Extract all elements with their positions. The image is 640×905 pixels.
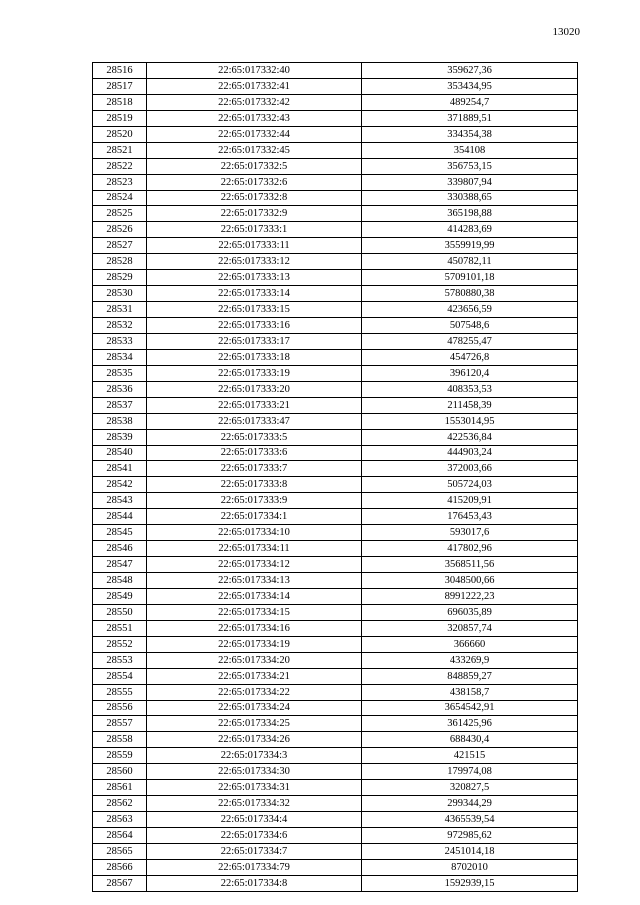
cadastral-number-cell: 22:65:017333:6 bbox=[147, 445, 362, 461]
row-number-cell: 28518 bbox=[93, 94, 147, 110]
row-number-cell: 28552 bbox=[93, 636, 147, 652]
cadastral-value-cell: 3568511,56 bbox=[362, 557, 578, 573]
table-row bbox=[93, 333, 578, 349]
row-number-cell: 28537 bbox=[93, 397, 147, 413]
table-row bbox=[93, 525, 578, 541]
row-number-cell: 28536 bbox=[93, 381, 147, 397]
cadastral-number-cell: 22:65:017334:20 bbox=[147, 652, 362, 668]
table-row bbox=[93, 158, 578, 174]
cadastral-number-cell: 22:65:017332:41 bbox=[147, 78, 362, 94]
row-number-cell: 28519 bbox=[93, 110, 147, 126]
row-number-cell: 28525 bbox=[93, 206, 147, 222]
cadastral-number-cell: 22:65:017334:13 bbox=[147, 573, 362, 589]
row-number-cell: 28534 bbox=[93, 349, 147, 365]
cadastral-value-cell: 365198,88 bbox=[362, 206, 578, 222]
cadastral-number-cell: 22:65:017333:17 bbox=[147, 333, 362, 349]
cadastral-value-cell: 417802,96 bbox=[362, 541, 578, 557]
cadastral-value-cell: 396120,4 bbox=[362, 365, 578, 381]
table-row bbox=[93, 254, 578, 270]
table-row bbox=[93, 509, 578, 525]
table-row bbox=[93, 445, 578, 461]
cadastral-value-cell: 356753,15 bbox=[362, 158, 578, 174]
row-number-cell: 28528 bbox=[93, 254, 147, 270]
cadastral-number-cell: 22:65:017334:24 bbox=[147, 700, 362, 716]
cadastral-number-cell: 22:65:017334:79 bbox=[147, 859, 362, 875]
cadastral-number-cell: 22:65:017332:6 bbox=[147, 174, 362, 190]
row-number-cell: 28524 bbox=[93, 190, 147, 206]
cadastral-number-cell: 22:65:017334:30 bbox=[147, 764, 362, 780]
table-row bbox=[93, 493, 578, 509]
table-row bbox=[93, 461, 578, 477]
row-number-cell: 28526 bbox=[93, 222, 147, 238]
cadastral-number-cell: 22:65:017334:32 bbox=[147, 796, 362, 812]
row-number-cell: 28561 bbox=[93, 780, 147, 796]
row-number-cell: 28556 bbox=[93, 700, 147, 716]
row-number-cell: 28549 bbox=[93, 588, 147, 604]
cadastral-value-cell: 408353,53 bbox=[362, 381, 578, 397]
row-number-cell: 28527 bbox=[93, 238, 147, 254]
row-number-cell: 28565 bbox=[93, 843, 147, 859]
row-number-cell: 28533 bbox=[93, 333, 147, 349]
table-row bbox=[93, 716, 578, 732]
cadastral-value-cell: 366660 bbox=[362, 636, 578, 652]
cadastral-number-cell: 22:65:017332:44 bbox=[147, 126, 362, 142]
cadastral-number-cell: 22:65:017332:9 bbox=[147, 206, 362, 222]
table-row bbox=[93, 764, 578, 780]
cadastral-value-cell: 423656,59 bbox=[362, 302, 578, 318]
cadastral-number-cell: 22:65:017333:7 bbox=[147, 461, 362, 477]
table-row bbox=[93, 684, 578, 700]
table-row bbox=[93, 780, 578, 796]
row-number-cell: 28555 bbox=[93, 684, 147, 700]
cadastral-number-cell: 22:65:017332:8 bbox=[147, 190, 362, 206]
row-number-cell: 28546 bbox=[93, 541, 147, 557]
cadastral-value-cell: 5709101,18 bbox=[362, 270, 578, 286]
row-number-cell: 28566 bbox=[93, 859, 147, 875]
cadastral-number-cell: 22:65:017332:45 bbox=[147, 142, 362, 158]
cadastral-value-cell: 299344,29 bbox=[362, 796, 578, 812]
row-number-cell: 28544 bbox=[93, 509, 147, 525]
cadastral-number-cell: 22:65:017332:42 bbox=[147, 94, 362, 110]
row-number-cell: 28550 bbox=[93, 604, 147, 620]
table-row bbox=[93, 381, 578, 397]
cadastral-value-cell: 3559919,99 bbox=[362, 238, 578, 254]
row-number-cell: 28542 bbox=[93, 477, 147, 493]
cadastral-number-cell: 22:65:017334:10 bbox=[147, 525, 362, 541]
cadastral-value-cell: 593017,6 bbox=[362, 525, 578, 541]
table-row bbox=[93, 636, 578, 652]
cadastral-number-cell: 22:65:017334:16 bbox=[147, 620, 362, 636]
cadastral-number-cell: 22:65:017334:19 bbox=[147, 636, 362, 652]
table-row bbox=[93, 365, 578, 381]
table-row bbox=[93, 142, 578, 158]
cadastral-number-cell: 22:65:017334:12 bbox=[147, 557, 362, 573]
cadastral-number-cell: 22:65:017333:1 bbox=[147, 222, 362, 238]
table-row bbox=[93, 732, 578, 748]
cadastral-value-cell: 4365539,54 bbox=[362, 812, 578, 828]
table-row bbox=[93, 588, 578, 604]
row-number-cell: 28541 bbox=[93, 461, 147, 477]
row-number-cell: 28553 bbox=[93, 652, 147, 668]
cadastral-number-cell: 22:65:017334:22 bbox=[147, 684, 362, 700]
table-row bbox=[93, 318, 578, 334]
cadastral-value-cell: 361425,96 bbox=[362, 716, 578, 732]
table-row bbox=[93, 828, 578, 844]
cadastral-number-cell: 22:65:017334:3 bbox=[147, 748, 362, 764]
row-number-cell: 28540 bbox=[93, 445, 147, 461]
row-number-cell: 28535 bbox=[93, 365, 147, 381]
table-row bbox=[93, 604, 578, 620]
row-number-cell: 28522 bbox=[93, 158, 147, 174]
row-number-cell: 28539 bbox=[93, 429, 147, 445]
row-number-cell: 28548 bbox=[93, 573, 147, 589]
cadastral-value-cell: 433269,9 bbox=[362, 652, 578, 668]
cadastral-value-cell: 372003,66 bbox=[362, 461, 578, 477]
cadastral-value-cell: 414283,69 bbox=[362, 222, 578, 238]
cadastral-number-cell: 22:65:017334:4 bbox=[147, 812, 362, 828]
table-row bbox=[93, 302, 578, 318]
cadastral-number-cell: 22:65:017333:14 bbox=[147, 286, 362, 302]
cadastral-number-cell: 22:65:017334:1 bbox=[147, 509, 362, 525]
cadastral-number-cell: 22:65:017334:14 bbox=[147, 588, 362, 604]
table-row bbox=[93, 700, 578, 716]
row-number-cell: 28558 bbox=[93, 732, 147, 748]
table-row bbox=[93, 477, 578, 493]
row-number-cell: 28530 bbox=[93, 286, 147, 302]
row-number-cell: 28559 bbox=[93, 748, 147, 764]
cadastral-value-cell: 8702010 bbox=[362, 859, 578, 875]
cadastral-number-cell: 22:65:017333:21 bbox=[147, 397, 362, 413]
cadastral-number-cell: 22:65:017333:47 bbox=[147, 413, 362, 429]
cadastral-value-cell: 359627,36 bbox=[362, 63, 578, 79]
cadastral-value-cell: 2451014,18 bbox=[362, 843, 578, 859]
table-row bbox=[93, 429, 578, 445]
table-row bbox=[93, 843, 578, 859]
cadastral-number-cell: 22:65:017333:8 bbox=[147, 477, 362, 493]
cadastral-value-table bbox=[92, 62, 578, 892]
cadastral-number-cell: 22:65:017332:5 bbox=[147, 158, 362, 174]
cadastral-number-cell: 22:65:017334:31 bbox=[147, 780, 362, 796]
cadastral-value-cell: 415209,91 bbox=[362, 493, 578, 509]
cadastral-value-cell: 489254,7 bbox=[362, 94, 578, 110]
cadastral-value-cell: 339807,94 bbox=[362, 174, 578, 190]
cadastral-number-cell: 22:65:017333:5 bbox=[147, 429, 362, 445]
table-row bbox=[93, 349, 578, 365]
cadastral-number-cell: 22:65:017334:6 bbox=[147, 828, 362, 844]
table-row bbox=[93, 270, 578, 286]
cadastral-number-cell: 22:65:017334:25 bbox=[147, 716, 362, 732]
cadastral-value-cell: 354108 bbox=[362, 142, 578, 158]
cadastral-value-cell: 478255,47 bbox=[362, 333, 578, 349]
cadastral-value-cell: 422536,84 bbox=[362, 429, 578, 445]
cadastral-value-cell: 507548,6 bbox=[362, 318, 578, 334]
table-row bbox=[93, 94, 578, 110]
cadastral-number-cell: 22:65:017334:15 bbox=[147, 604, 362, 620]
row-number-cell: 28523 bbox=[93, 174, 147, 190]
cadastral-value-cell: 334354,38 bbox=[362, 126, 578, 142]
row-number-cell: 28563 bbox=[93, 812, 147, 828]
cadastral-number-cell: 22:65:017334:7 bbox=[147, 843, 362, 859]
cadastral-number-cell: 22:65:017333:12 bbox=[147, 254, 362, 270]
table-row bbox=[93, 875, 578, 891]
cadastral-value-cell: 421515 bbox=[362, 748, 578, 764]
table-row bbox=[93, 126, 578, 142]
cadastral-value-cell: 1553014,95 bbox=[362, 413, 578, 429]
cadastral-number-cell: 22:65:017332:40 bbox=[147, 63, 362, 79]
row-number-cell: 28532 bbox=[93, 318, 147, 334]
table-row bbox=[93, 190, 578, 206]
cadastral-number-cell: 22:65:017334:11 bbox=[147, 541, 362, 557]
cadastral-number-cell: 22:65:017334:21 bbox=[147, 668, 362, 684]
table-row bbox=[93, 796, 578, 812]
cadastral-value-cell: 444903,24 bbox=[362, 445, 578, 461]
cadastral-value-cell: 454726,8 bbox=[362, 349, 578, 365]
table-row bbox=[93, 78, 578, 94]
cadastral-number-cell: 22:65:017333:18 bbox=[147, 349, 362, 365]
row-number-cell: 28560 bbox=[93, 764, 147, 780]
row-number-cell: 28543 bbox=[93, 493, 147, 509]
cadastral-value-cell: 211458,39 bbox=[362, 397, 578, 413]
table-row bbox=[93, 859, 578, 875]
cadastral-value-cell: 848859,27 bbox=[362, 668, 578, 684]
row-number-cell: 28547 bbox=[93, 557, 147, 573]
row-number-cell: 28516 bbox=[93, 63, 147, 79]
row-number-cell: 28564 bbox=[93, 828, 147, 844]
row-number-cell: 28545 bbox=[93, 525, 147, 541]
table-row bbox=[93, 668, 578, 684]
row-number-cell: 28538 bbox=[93, 413, 147, 429]
cadastral-value-cell: 8991222,23 bbox=[362, 588, 578, 604]
cadastral-value-cell: 1592939,15 bbox=[362, 875, 578, 891]
cadastral-value-cell: 179974,08 bbox=[362, 764, 578, 780]
page-number: 13020 bbox=[552, 26, 580, 38]
table-row bbox=[93, 397, 578, 413]
table-row bbox=[93, 238, 578, 254]
cadastral-value-cell: 371889,51 bbox=[362, 110, 578, 126]
cadastral-number-cell: 22:65:017333:19 bbox=[147, 365, 362, 381]
cadastral-value-cell: 505724,03 bbox=[362, 477, 578, 493]
table-body bbox=[93, 63, 578, 892]
row-number-cell: 28554 bbox=[93, 668, 147, 684]
cadastral-number-cell: 22:65:017333:13 bbox=[147, 270, 362, 286]
table-row bbox=[93, 110, 578, 126]
row-number-cell: 28520 bbox=[93, 126, 147, 142]
table-row bbox=[93, 573, 578, 589]
cadastral-number-cell: 22:65:017333:9 bbox=[147, 493, 362, 509]
cadastral-value-cell: 5780880,38 bbox=[362, 286, 578, 302]
row-number-cell: 28517 bbox=[93, 78, 147, 94]
table-row bbox=[93, 812, 578, 828]
cadastral-value-cell: 353434,95 bbox=[362, 78, 578, 94]
table-row bbox=[93, 286, 578, 302]
cadastral-value-cell: 688430,4 bbox=[362, 732, 578, 748]
cadastral-value-cell: 972985,62 bbox=[362, 828, 578, 844]
cadastral-value-cell: 330388,65 bbox=[362, 190, 578, 206]
cadastral-value-cell: 3654542,91 bbox=[362, 700, 578, 716]
cadastral-value-cell: 696035,89 bbox=[362, 604, 578, 620]
cadastral-number-cell: 22:65:017332:43 bbox=[147, 110, 362, 126]
table-row bbox=[93, 222, 578, 238]
row-number-cell: 28567 bbox=[93, 875, 147, 891]
cadastral-value-cell: 450782,11 bbox=[362, 254, 578, 270]
table-row bbox=[93, 652, 578, 668]
table-row bbox=[93, 413, 578, 429]
table-row bbox=[93, 541, 578, 557]
cadastral-number-cell: 22:65:017333:20 bbox=[147, 381, 362, 397]
row-number-cell: 28531 bbox=[93, 302, 147, 318]
cadastral-value-cell: 320857,74 bbox=[362, 620, 578, 636]
table-row bbox=[93, 620, 578, 636]
row-number-cell: 28551 bbox=[93, 620, 147, 636]
row-number-cell: 28557 bbox=[93, 716, 147, 732]
row-number-cell: 28529 bbox=[93, 270, 147, 286]
cadastral-value-cell: 438158,7 bbox=[362, 684, 578, 700]
cadastral-number-cell: 22:65:017333:15 bbox=[147, 302, 362, 318]
table-row bbox=[93, 63, 578, 79]
table-row bbox=[93, 748, 578, 764]
cadastral-number-cell: 22:65:017334:8 bbox=[147, 875, 362, 891]
row-number-cell: 28521 bbox=[93, 142, 147, 158]
row-number-cell: 28562 bbox=[93, 796, 147, 812]
cadastral-value-cell: 3048500,66 bbox=[362, 573, 578, 589]
table-row bbox=[93, 206, 578, 222]
table-row bbox=[93, 557, 578, 573]
cadastral-value-cell: 176453,43 bbox=[362, 509, 578, 525]
cadastral-number-cell: 22:65:017333:16 bbox=[147, 318, 362, 334]
table-row bbox=[93, 174, 578, 190]
cadastral-number-cell: 22:65:017334:26 bbox=[147, 732, 362, 748]
cadastral-value-cell: 320827,5 bbox=[362, 780, 578, 796]
cadastral-number-cell: 22:65:017333:11 bbox=[147, 238, 362, 254]
